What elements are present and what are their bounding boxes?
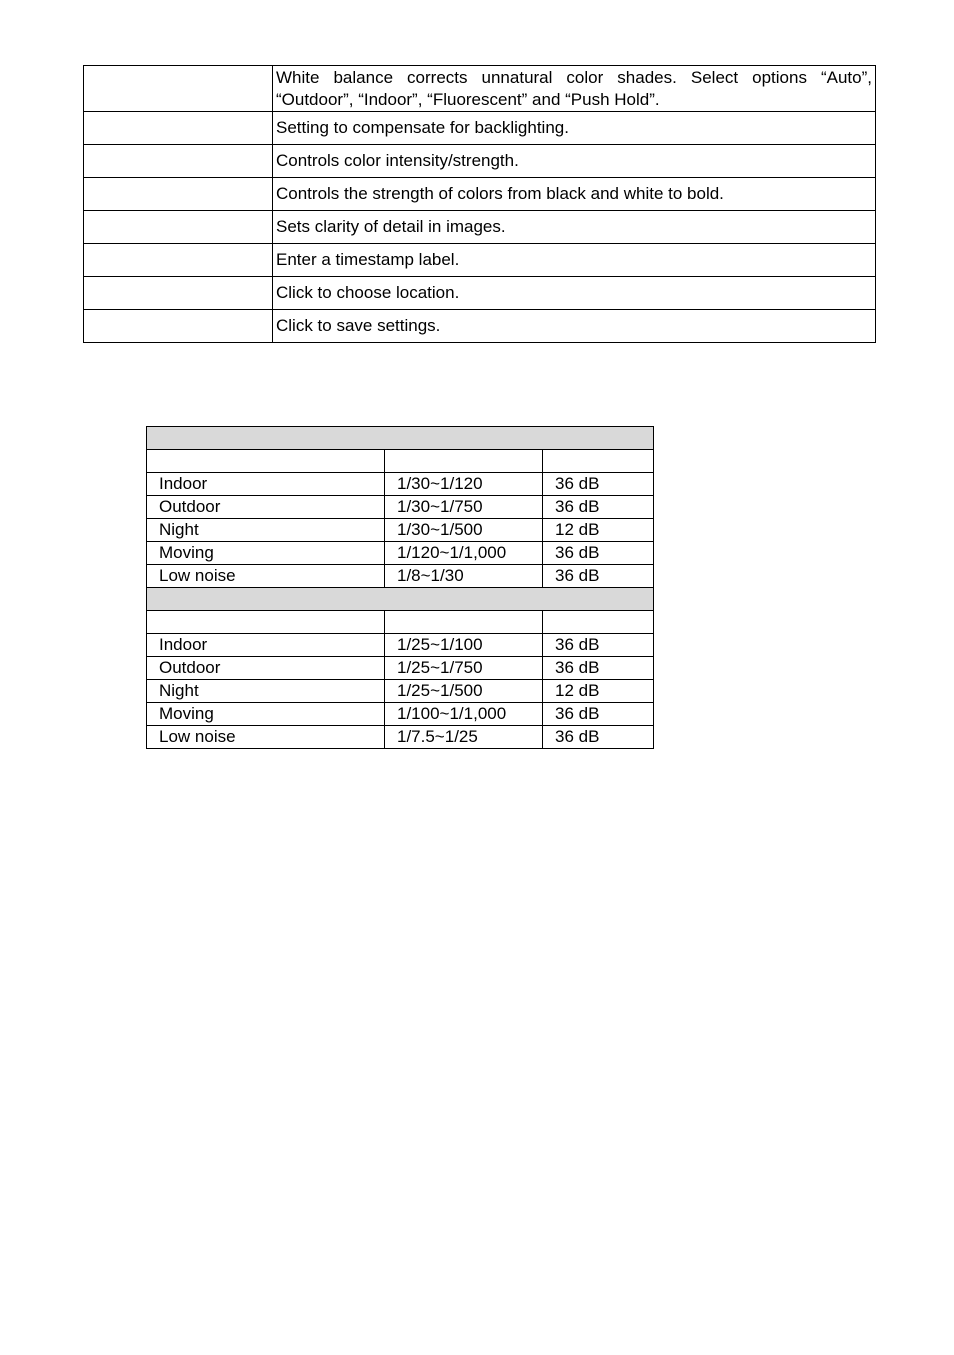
group-title: [147, 427, 654, 450]
group-header-row: [147, 588, 654, 611]
setting-name-cell: [84, 178, 273, 211]
setting-name-cell: [84, 112, 273, 145]
table-row: [84, 112, 876, 145]
setting-name-cell: [84, 310, 273, 343]
mode-cell: Moving: [147, 542, 385, 565]
column-header-gain: [543, 611, 654, 634]
gain-cell: 36 dB: [543, 496, 654, 519]
table-row: [147, 519, 654, 542]
setting-name-cell: [84, 211, 273, 244]
gain-cell: 36 dB: [543, 657, 654, 680]
setting-description-cell: Enter a timestamp label.: [273, 244, 876, 277]
mode-cell: Low noise: [147, 726, 385, 749]
setting-name-cell: [84, 145, 273, 178]
setting-description-cell: Click to choose location.: [273, 277, 876, 310]
column-header-gain: [543, 450, 654, 473]
mode-cell: Night: [147, 519, 385, 542]
table-row: [84, 178, 876, 211]
table-row: [84, 145, 876, 178]
mode-cell: Outdoor: [147, 657, 385, 680]
table-row: [84, 211, 876, 244]
table-row: [147, 726, 654, 749]
shutter-cell: 1/30~1/500: [385, 519, 543, 542]
table-row: [147, 703, 654, 726]
group-title: [147, 588, 654, 611]
mode-cell: Indoor: [147, 634, 385, 657]
mode-cell: Low noise: [147, 565, 385, 588]
table-row: [84, 277, 876, 310]
table-row: [147, 496, 654, 519]
shutter-cell: 1/25~1/750: [385, 657, 543, 680]
setting-description-cell: White balance corrects unnatural color shades. Select options “Auto”, “Outdoor”, “Indoor”, “Fluorescent” and “Push Hold”.: [273, 66, 876, 112]
shutter-cell: 1/7.5~1/25: [385, 726, 543, 749]
shutter-cell: 1/100~1/1,000: [385, 703, 543, 726]
column-header-row: [147, 611, 654, 634]
shutter-cell: 1/30~1/120: [385, 473, 543, 496]
table-row: [147, 542, 654, 565]
shutter-cell: 1/25~1/100: [385, 634, 543, 657]
setting-name-cell: [84, 277, 273, 310]
gain-cell: 36 dB: [543, 473, 654, 496]
column-header-shutter: [385, 611, 543, 634]
shutter-cell: 1/30~1/750: [385, 496, 543, 519]
gain-cell: 36 dB: [543, 726, 654, 749]
setting-name-cell: [84, 66, 273, 112]
shutter-cell: 1/120~1/1,000: [385, 542, 543, 565]
shutter-cell: 1/25~1/500: [385, 680, 543, 703]
column-header-mode: [147, 450, 385, 473]
setting-description-cell: Sets clarity of detail in images.: [273, 211, 876, 244]
mode-cell: Night: [147, 680, 385, 703]
column-header-row: [147, 450, 654, 473]
gain-cell: 36 dB: [543, 565, 654, 588]
setting-name-cell: [84, 244, 273, 277]
setting-description-cell: Setting to compensate for backlighting.: [273, 112, 876, 145]
settings-table: [83, 65, 876, 343]
table-row: [84, 66, 876, 112]
setting-description-cell: Controls color intensity/strength.: [273, 145, 876, 178]
gain-cell: 36 dB: [543, 542, 654, 565]
mode-cell: Moving: [147, 703, 385, 726]
exposure-table: [146, 426, 654, 749]
table-row: [147, 657, 654, 680]
table-row: [84, 310, 876, 343]
gain-cell: 36 dB: [543, 703, 654, 726]
gain-cell: 36 dB: [543, 634, 654, 657]
table-row: [147, 680, 654, 703]
setting-description-cell: Controls the strength of colors from black and white to bold.: [273, 178, 876, 211]
table-row: [84, 244, 876, 277]
gain-cell: 12 dB: [543, 680, 654, 703]
setting-description-cell: Click to save settings.: [273, 310, 876, 343]
mode-cell: Indoor: [147, 473, 385, 496]
table-row: [147, 473, 654, 496]
shutter-cell: 1/8~1/30: [385, 565, 543, 588]
mode-cell: Outdoor: [147, 496, 385, 519]
group-header-row: [147, 427, 654, 450]
column-header-shutter: [385, 450, 543, 473]
table-row: [147, 565, 654, 588]
gain-cell: 12 dB: [543, 519, 654, 542]
table-row: [147, 634, 654, 657]
column-header-mode: [147, 611, 385, 634]
